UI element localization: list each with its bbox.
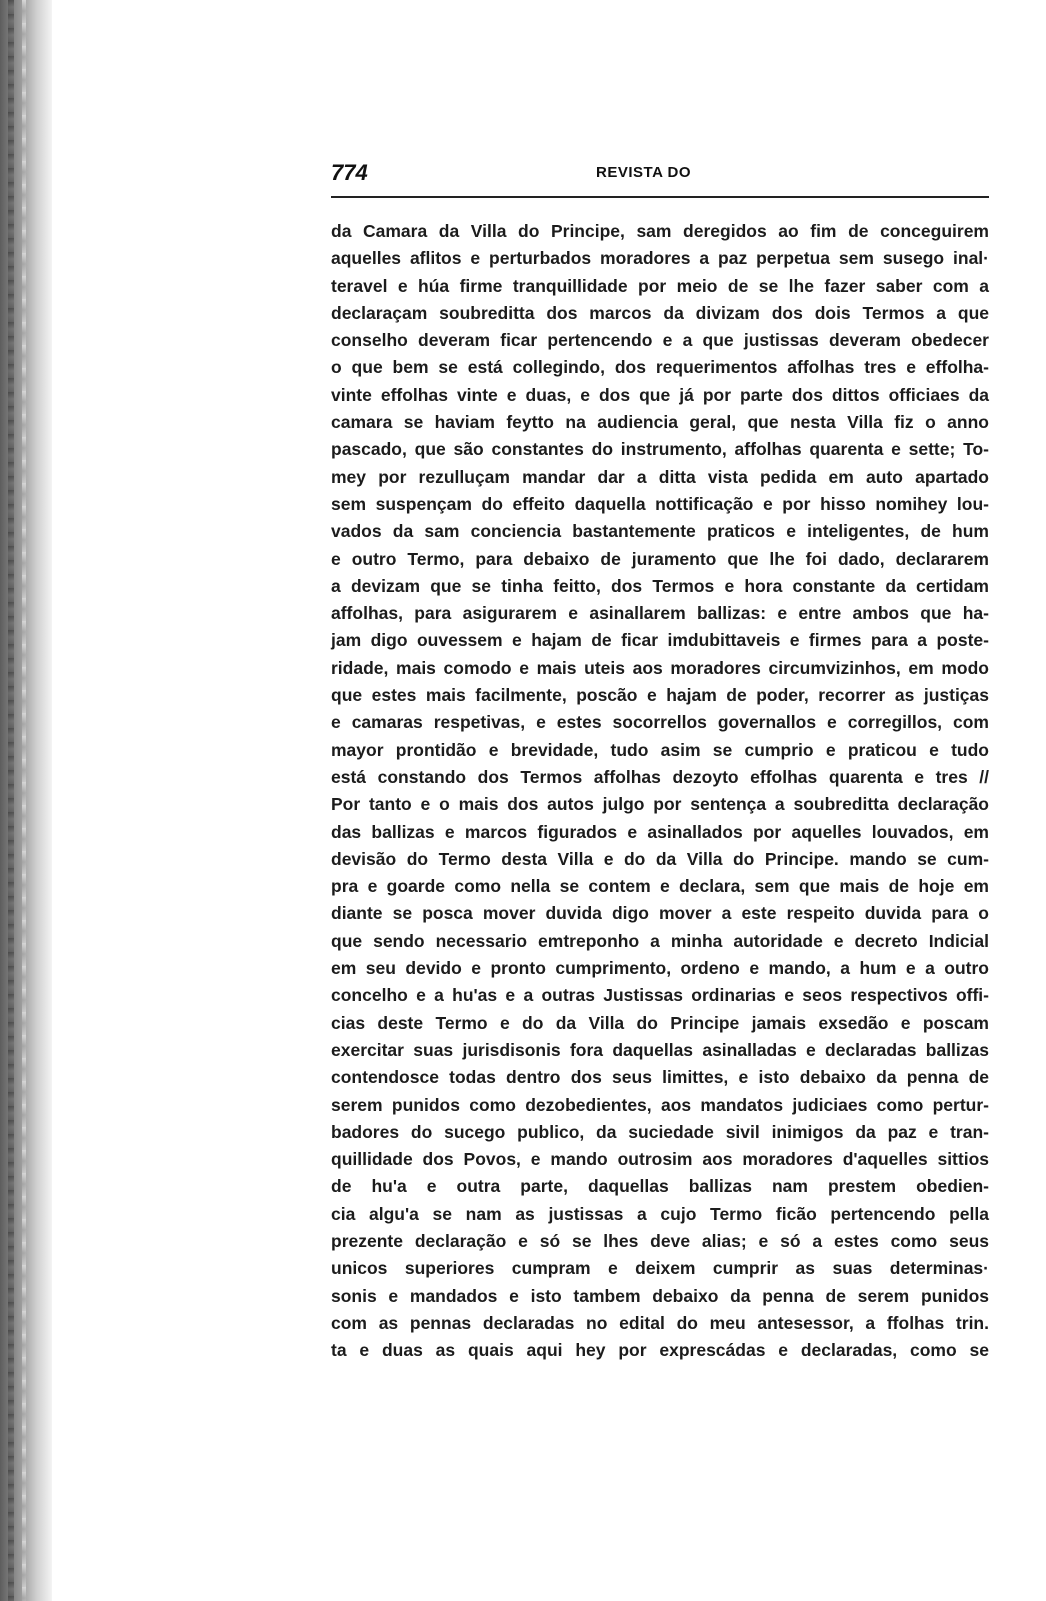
text-line: jam digo ouvessem e hajam de ficar imdubittaveis e firmes para a poste- [331,630,989,651]
text-line: Por tanto e o mais dos autos julgo por sentença a soubreditta declaração [331,794,989,815]
body-text [331,218,989,1364]
page-number: 774 [331,160,368,185]
text-line: conselho deveram ficar pertencendo e a que justissas deveram obedecer [331,330,989,351]
text-line: aquelles aflitos e perturbados moradores a paz perpetua sem susego inal· [331,248,989,269]
text-line: devisão do Termo desta Villa e do da Villa do Principe. mando se cum- [331,848,989,869]
text-line: cias deste Termo e do da Villa do Principe jamais exsedão e poscam [331,1012,989,1033]
text-line: das ballizas e marcos figurados e asinallados por aquelles louvados, em [331,821,989,842]
text-line: serem punidos como dezobedientes, aos mandatos judiciaes como pertur- [331,1094,989,1115]
text-line: badores do sucego publico, da suciedade sivil inimigos da paz e tran- [331,1121,989,1142]
page-header [331,160,989,190]
text-line: camara se haviam feytto na audiencia geral, que nesta Villa fiz o anno [331,412,989,433]
book-binding-edge [0,0,52,1601]
text-line: vados da sam conciencia bastantemente praticos e inteligentes, de hum [331,521,989,542]
text-line: está constando dos Termos affolhas dezoyto effolhas quarenta e tres // [331,766,989,787]
text-line: mayor prontidão e brevidade, tudo asim se cumprio e praticou e tudo [331,739,989,760]
text-line: da Camara da Villa do Principe, sam deregidos ao fim de conceguirem [331,221,989,241]
text-line: cia algu'a se nam as justissas a cujo Termo ficão pertencendo pella [331,1203,989,1224]
text-line: a devizam que se tinha feitto, dos Termos e hora constante da certidam [331,575,989,596]
text-line: ridade, mais comodo e mais uteis aos moradores circumvizinhos, em modo [331,657,989,678]
text-line: em seu devido e pronto cumprimento, ordeno e mando, a hum e a outro [331,958,989,979]
text-line: mey por rezulluçam mandar dar a ditta vista pedida em auto apartado [331,466,989,487]
document-page [331,160,989,1361]
text-line: e camaras respetivas, e estes socorrellos governallos e corregillos, com [331,712,989,733]
text-line: o que bem se está collegindo, dos requerimentos affolhas tres e effolha- [331,357,989,378]
text-line: affolhas, para asigurarem e asinallarem ballizas: e entre ambos que ha- [331,603,989,624]
text-line: de hu'a e outra parte, daquellas ballizas nam prestem obedien- [331,1176,989,1197]
text-line: declaraçam soubreditta dos marcos da divizam dos dois Termos a que [331,302,989,323]
text-line: teravel e húa firme tranquillidade por meio de se lhe fazer saber com a [331,275,989,296]
text-line: sem suspençam do effeito daquella nottificação e por hisso nomihey lou- [331,493,989,514]
text-line: pascado, que são constantes do instrumento, affolhas quarenta e sette; To- [331,439,989,460]
text-line: pra e goarde como nella se contem e declara, sem que mais de hoje em [331,876,989,897]
text-line: vinte effolhas vinte e duas, e dos que já por parte dos dittos officiaes da [331,384,989,405]
text-line: diante se posca mover duvida digo mover a este respeito duvida para o [331,903,989,924]
header-rule [331,196,989,198]
text-line: unicos superiores cumpram e deixem cumprir as suas determinas· [331,1258,989,1279]
text-line: quillidade dos Povos, e mando outrosim aos moradores d'aquelles sittios [331,1149,989,1170]
text-line: prezente declaração e só se lhes deve alias; e só a estes como seus [331,1230,989,1251]
text-line: contendosce todas dentro dos seus limittes, e isto debaixo da penna de [331,1067,989,1088]
text-line: que sendo necessario emtreponho a minha autoridade e decreto Indicial [331,930,989,951]
text-line: concelho e a hu'as e a outras Justissas ordinarias e seos respectivos offi- [331,985,989,1006]
text-line: que estes mais facilmente, poscão e hajam de poder, recorrer as justiças [331,685,989,706]
text-line: e outro Termo, para debaixo de juramento que lhe foi dado, declararem [331,548,989,569]
running-head: REVISTA DO [596,164,692,181]
text-line: ta e duas as quais aqui hey por exprescádas e declaradas, como se [331,1340,989,1361]
text-line: sonis e mandados e isto tambem debaixo da penna de serem punidos [331,1285,989,1306]
text-line: exercitar suas jurisdisonis fora daquellas asinalladas e declaradas ballizas [331,1039,989,1060]
text-line: com as pennas declaradas no edital do meu antesessor, a ffolhas trin. [331,1312,989,1333]
